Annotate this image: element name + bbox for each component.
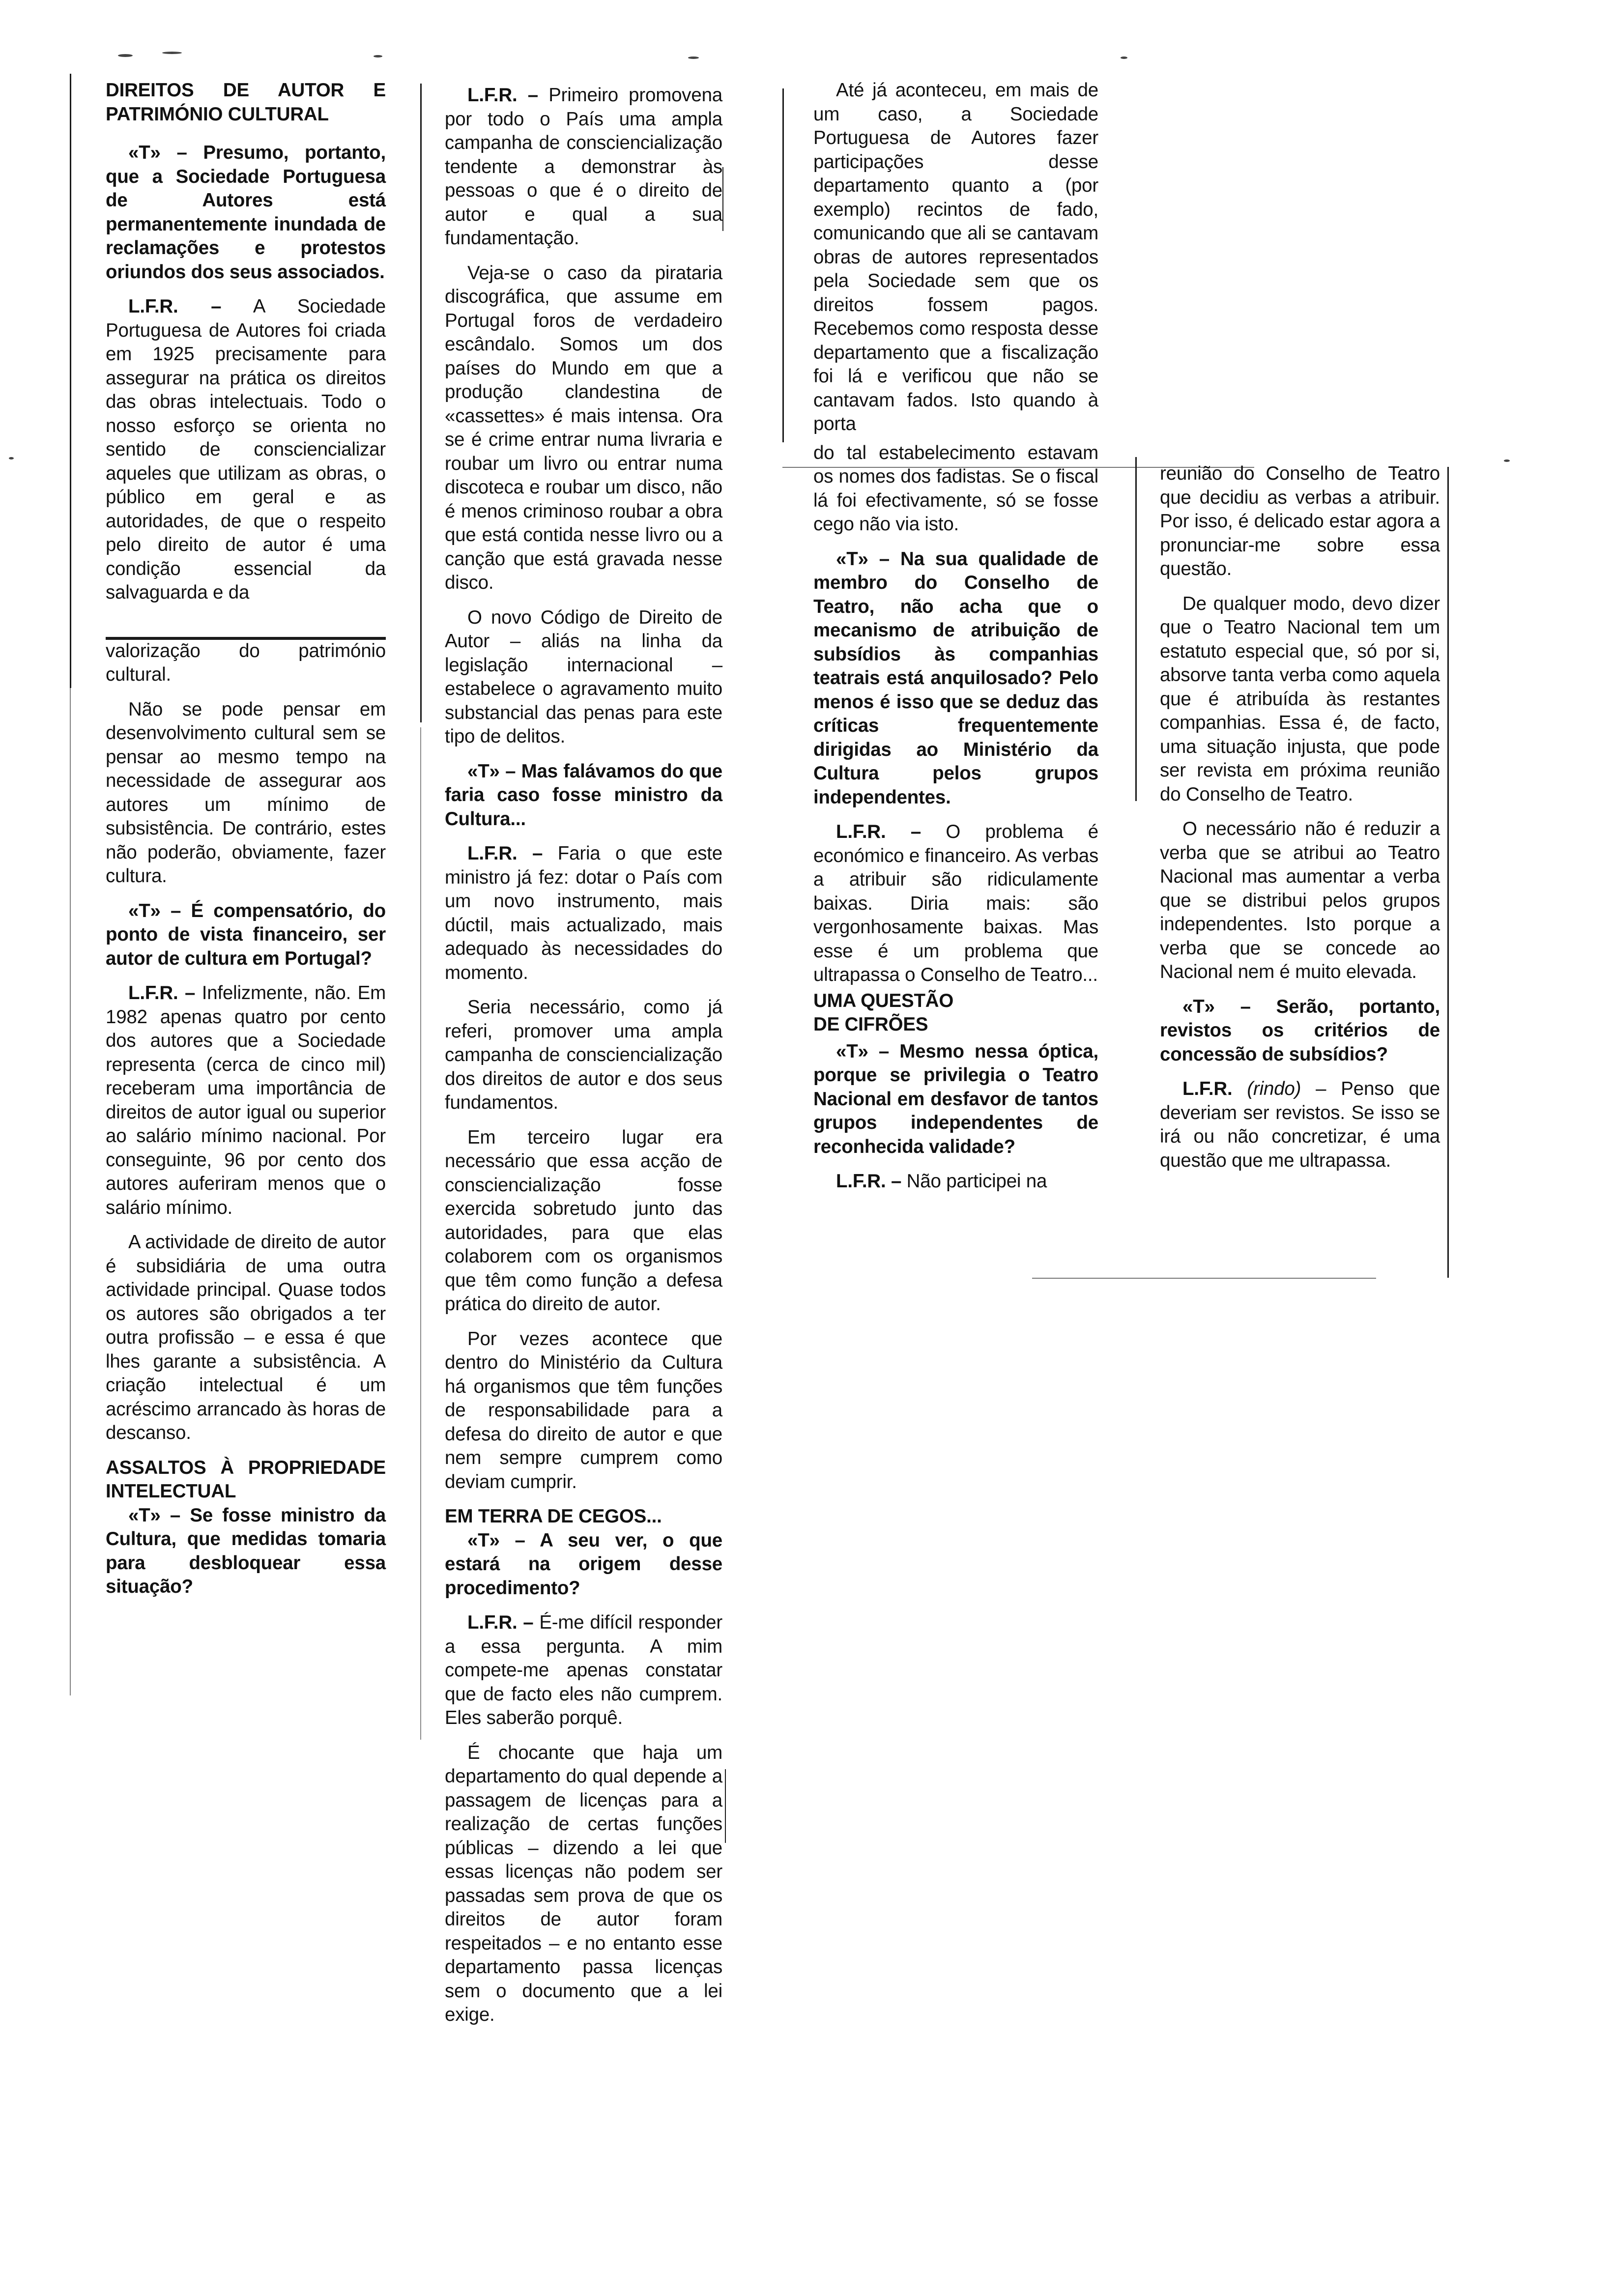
answer-text: Primeiro promovena por todo o País uma ampla campanha de consciencialização tendente a demonstrar às pessoas o que é o direito de autor e qual a sua fundamentação. bbox=[445, 85, 722, 249]
section-subhead: DE CIFRÕES bbox=[813, 1014, 928, 1035]
paragraph: valorização do património cultural. bbox=[106, 640, 386, 685]
speaker-label: L.F.R. – bbox=[128, 982, 196, 1004]
paragraph: do tal estabelecimento estavam os nomes dos fadistas. Se o fiscal lá foi efectivamente, só se fosse cego não via isto. bbox=[813, 442, 1098, 535]
column-rule bbox=[725, 1769, 726, 1843]
interview-question: «T» – É compensatório, do ponto de vista financeiro, ser autor de cultura em Portugal? bbox=[106, 900, 386, 969]
speaker-label: L.F.R. – bbox=[836, 821, 921, 842]
scan-speck bbox=[162, 52, 182, 54]
answer-text: É-me difícil responder a essa pergunta. A mim compete-me apenas constatar que de facto eles não cumprem. Eles saberão porquê. bbox=[445, 1612, 723, 1728]
column-rule bbox=[1447, 467, 1449, 1278]
interview-question: «T» – Na sua qualidade de membro do Conselho de Teatro, não acha que o mecanismo de atribuição de subsídios às companhias teatrais está anquilosado? Pelo menos é isso que se deduz das críticas frequentemente dirigidas ao Ministério da Cultura pelos grupos independentes. bbox=[813, 548, 1098, 808]
paragraph: É chocante que haja um departamento do qual depende a passagem de licenças para a realização de certas funções públicas – dizendo a lei que essas licenças não podem ser passadas sem prova de que os direitos de autor foram respeitados – e no entanto esse departamento passa licenças sem o documento que a lei exige. bbox=[445, 1742, 722, 2025]
interview-question: «T» – Mas falávamos do que faria caso fosse ministro da Cultura... bbox=[445, 760, 722, 830]
interview-question: «T» – Presumo, portanto, que a Sociedade Portuguesa de Autores está permanentemente inundada de reclamações e protestos oriundos dos seus associados. bbox=[106, 142, 386, 283]
speaker-label: L.F.R. – bbox=[128, 296, 222, 317]
paragraph: De qualquer modo, devo dizer que o Teatro Nacional tem um estatuto especial que, só por si, absorve tanta verba como aquela que é atribuída às restantes companhias. Essa é, de facto, uma situação injusta, que pode ser revista em próxima reunião do Conselho de Teatro. bbox=[1160, 593, 1440, 805]
speaker-label: L.F.R. – bbox=[836, 1171, 902, 1192]
paragraph: Até já aconteceu, em mais de um caso, a Sociedade Portuguesa de Autores fazer participações desse departamento quanto a (por exemplo) recintos de fado, comunicando que ali se cantavam obras de autores representados pela Sociedade sem que os direitos fossem pagos. Recebemos como resposta desse departamento que a fiscalização foi lá e verificou que não se cantavam fados. Isto quando à porta bbox=[813, 80, 1098, 434]
paragraph: Veja-se o caso da pirataria discográfica, que assume em Portugal foros de verdadeiro escândalo. Somos um dos países do Mundo em que a produção clandestina de «cassettes» é mais intensa. Ora se é crime entrar numa livraria e roubar um livro ou entrar numa discoteca e roubar um disco, não é menos criminoso roubar a obra que está contida nesse livro ou a canção que está gravada nesse disco. bbox=[445, 262, 722, 593]
answer-text: Não participei na bbox=[906, 1171, 1047, 1192]
paragraph: Por vezes acontece que dentro do Ministério da Cultura há organismos que têm funções de responsabilidade para a defesa do direito de autor e que nem sempre cumprem como deviam cumprir. bbox=[445, 1328, 722, 1492]
answer-text: A Sociedade Portuguesa de Autores foi criada em 1925 precisamente para assegurar na prática os direitos das obras intelectuais. Todo o nosso esforço se orienta no sentido de consciencializar aqueles que utilizam as obras, o público em geral e as autoridades, de que o respeito pelo direito de autor é uma condição essencial da salvaguarda e da bbox=[106, 296, 386, 603]
scan-speck bbox=[688, 57, 699, 59]
paragraph: Em terceiro lugar era necessário que essa acção de consciencialização fosse exercida sobretudo junto das autoridades, para que elas colaborem com os organismos que têm como função a defesa prática do direito de autor. bbox=[445, 1126, 722, 1315]
scan-speck bbox=[1504, 459, 1510, 462]
column-rule bbox=[70, 74, 71, 688]
answer-text: – Penso que deveriam ser revistos. Se isso se irá ou não concretizar, é uma questão que me ultrapassa. bbox=[1160, 1078, 1440, 1171]
column-2 bbox=[445, 84, 722, 2038]
speaker-label: L.F.R. – bbox=[467, 1612, 534, 1633]
column-rule bbox=[1135, 457, 1137, 801]
paragraph: O novo Código de Direito de Autor – aliás na linha da legislação internacional – estabelece o agravamento muito substancial das penas para este tipo de delitos. bbox=[445, 606, 722, 747]
section-subhead: UMA QUESTÃO bbox=[813, 990, 954, 1011]
column-rule bbox=[420, 84, 422, 722]
column-rule bbox=[70, 688, 71, 1695]
speaker-label: L.F.R. bbox=[1182, 1078, 1233, 1099]
interview-question: «T» – Mesmo nessa óptica, porque se privilegia o Teatro Nacional em desfavor de tantos grupos independentes de reconhecida validade? bbox=[813, 1040, 1098, 1157]
interview-answer bbox=[445, 84, 722, 251]
answer-text: Faria o que este ministro já fez: dotar o País com um novo instrumento, mais dúctil, mais actualizado, mais adequado às necessidades do momento. bbox=[445, 843, 722, 983]
paragraph: A actividade de direito de autor é subsidiária de uma outra actividade principal. Quase todos os autores são obrigados a ter outra profissão – e essa é que lhes garante a subsistência. A criação intelectual é um acréscimo arrancado às horas de descanso. bbox=[106, 1232, 386, 1443]
interview-question: «T» – Se fosse ministro da Cultura, que medidas tomaria para desbloquear essa situação? bbox=[106, 1504, 386, 1597]
answer-text: O problema é económico e financeiro. As verbas a atribuir são ridiculamente baixas. Diria mais: são vergonhosamente baixas. Mas esse é um problema que ultrapassa o Conselho de Teatro... bbox=[813, 821, 1099, 985]
scan-speck bbox=[9, 457, 14, 459]
paragraph: O necessário não é reduzir a verba que se atribui ao Teatro Nacional mas aumentar a verba que se distribui pelos grupos independentes. Isto porque a verba que se concede ao Nacional nem é muito elevada. bbox=[1160, 818, 1440, 982]
paragraph: reunião do Conselho de Teatro que decidiu as verbas a atribuir. Por isso, é delicado estar agora a pronunciar-me sobre essa questão. bbox=[1160, 463, 1440, 579]
interview-answer bbox=[106, 981, 386, 1220]
speaker-label: L.F.R. – bbox=[467, 843, 543, 864]
stage-note: (rindo) bbox=[1247, 1078, 1301, 1099]
interview-question: «T» – Serão, portanto, revistos os critérios de concessão de subsídios? bbox=[1160, 996, 1440, 1065]
column-4 bbox=[1160, 462, 1440, 1183]
section-subhead: ASSALTOS À PROPRIEDADE INTELECTUAL bbox=[106, 1457, 386, 1502]
column-rule bbox=[420, 727, 421, 1740]
interview-answer bbox=[445, 1611, 722, 1730]
interview-answer bbox=[813, 820, 1098, 987]
scan-speck bbox=[374, 55, 382, 57]
interview-question: «T» – A seu ver, o que estará na origem desse procedimento? bbox=[445, 1529, 722, 1599]
column-rule bbox=[722, 167, 723, 231]
paragraph: Não se pode pensar em desenvolvimento cultural sem se pensar ao mesmo tempo na necessidade de assegurar aos autores um mínimo de subsistência. De contrário, estes não poderão, obviamente, fazer cultura. bbox=[106, 698, 386, 887]
column-rule bbox=[782, 88, 784, 442]
section-subhead: EM TERRA DE CEGOS... bbox=[445, 1506, 662, 1527]
interview-answer bbox=[106, 295, 386, 605]
scan-speck bbox=[1121, 57, 1127, 59]
speaker-label: L.F.R. – bbox=[467, 85, 538, 106]
column-3 bbox=[813, 79, 1098, 1205]
article-headline: DIREITOS DE AUTOR E PATRIMÓNIO CULTURAL bbox=[106, 80, 386, 125]
answer-text: Infelizmente, não. Em 1982 apenas quatro por cento dos autores que a Sociedade representa (cerca de cinco mil) receberam uma importância de direitos de autor igual ou superior ao salário mínimo nacional. Por conseguinte, 96 por cento dos autores auferiram menos que o salário mínimo. bbox=[106, 982, 386, 1218]
interview-answer bbox=[813, 1170, 1098, 1194]
interview-answer bbox=[1160, 1077, 1440, 1173]
paragraph: Seria necessário, como já referi, promover uma ampla campanha de consciencialização dos direitos de autor e dos seus fundamentos. bbox=[445, 997, 722, 1113]
clipping-edge-line bbox=[1032, 1278, 1376, 1279]
interview-answer bbox=[445, 842, 722, 985]
column-1 bbox=[106, 79, 386, 1610]
scan-speck bbox=[118, 54, 133, 57]
